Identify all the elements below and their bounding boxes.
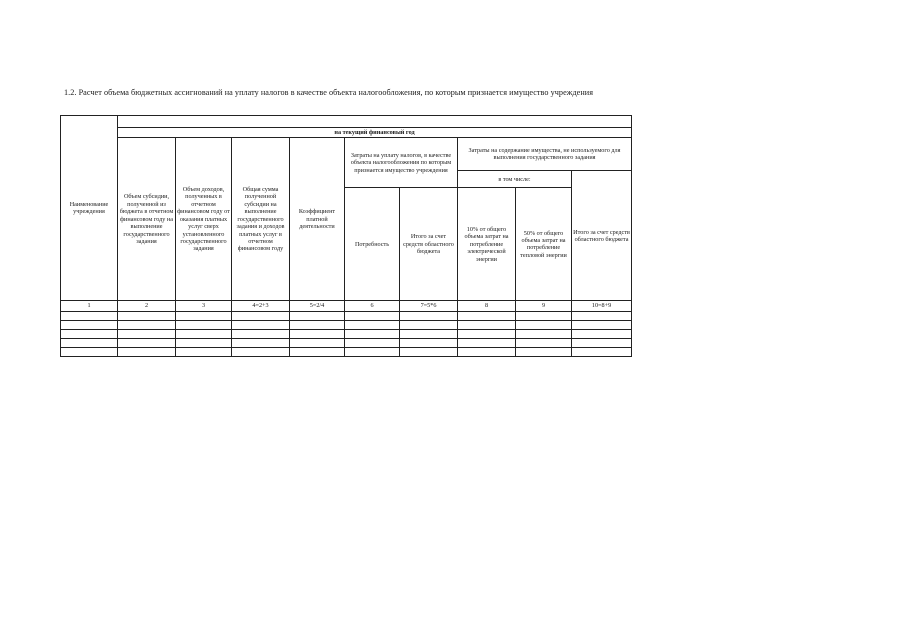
header-col10-total: Итого за счет средств областного бюджета xyxy=(572,171,632,301)
table-cell xyxy=(61,338,118,347)
table-cell xyxy=(118,347,176,356)
table-cell xyxy=(345,311,400,320)
header-need: Потребность xyxy=(345,188,400,301)
table-cell xyxy=(400,338,458,347)
table-cell xyxy=(400,329,458,338)
col-number: 2 xyxy=(118,301,176,311)
table-cell xyxy=(345,320,400,329)
col-number: 8 xyxy=(458,301,516,311)
table-cell xyxy=(290,347,345,356)
table-cell xyxy=(118,311,176,320)
table-row xyxy=(61,347,632,356)
header-electricity: 10% от общего объема затрат на потребление электрической энергии xyxy=(458,188,516,301)
table-cell xyxy=(458,329,516,338)
table-cell xyxy=(232,338,290,347)
header-institution-name: Наименование учреждения xyxy=(61,116,118,301)
table-cell xyxy=(458,311,516,320)
table-cell xyxy=(516,311,572,320)
table-cell xyxy=(572,311,632,320)
table-cell xyxy=(61,347,118,356)
table-cell xyxy=(516,329,572,338)
table-cell xyxy=(458,347,516,356)
table-cell xyxy=(232,347,290,356)
tax-calculation-table xyxy=(60,115,632,357)
table-cell xyxy=(458,338,516,347)
table-cell xyxy=(572,329,632,338)
table-cell xyxy=(176,311,232,320)
table-cell xyxy=(516,320,572,329)
table-cell xyxy=(176,347,232,356)
table-cell xyxy=(118,338,176,347)
table-cell xyxy=(345,338,400,347)
header-paid-income: Объем доходов, полученных в отчетном финансовом году от оказания платных услуг сверх установленного государственного задания xyxy=(176,138,232,301)
table-cell xyxy=(572,320,632,329)
header-col7-total: Итого за счет средств областного бюджета xyxy=(400,188,458,301)
table-cell xyxy=(290,320,345,329)
table-cell xyxy=(118,320,176,329)
table-cell xyxy=(61,320,118,329)
col-number: 10=8+9 xyxy=(572,301,632,311)
table-cell xyxy=(516,347,572,356)
header-total-sum: Общая сумма полученной субсидии на выполнение государственного задания и доходов платных услуг в отчетном финансовом году xyxy=(232,138,290,301)
col-number: 3 xyxy=(176,301,232,311)
col-number: 1 xyxy=(61,301,118,311)
header-paid-coefficient: Коэффициент платной деятельности xyxy=(290,138,345,301)
table-cell xyxy=(232,320,290,329)
header-property-costs-group: Затраты на содержание имущества, не используемого для выполнения государственного задания xyxy=(458,138,632,171)
header-heating: 50% от общего объема затрат на потребление тепловой энергии xyxy=(516,188,572,301)
header-top-blank xyxy=(118,116,632,128)
table-cell xyxy=(61,329,118,338)
col-number: 7=5*6 xyxy=(400,301,458,311)
table-row xyxy=(61,311,632,320)
table-cell xyxy=(176,338,232,347)
table-cell xyxy=(290,311,345,320)
col-number: 5=2/4 xyxy=(290,301,345,311)
table-cell xyxy=(400,320,458,329)
header-current-year: на текущий финансовый год xyxy=(118,128,632,138)
table-cell xyxy=(232,329,290,338)
table-cell xyxy=(345,329,400,338)
table-row xyxy=(61,320,632,329)
col-number: 9 xyxy=(516,301,572,311)
header-including: в том числе: xyxy=(458,171,572,188)
table-cell xyxy=(176,320,232,329)
table-cell xyxy=(400,311,458,320)
table-cell xyxy=(61,311,118,320)
header-subsidy-volume: Объем субсидии, полученной из бюджета в отчетном финансовом году на выполнение государственного задания xyxy=(118,138,176,301)
table-cell xyxy=(516,338,572,347)
table-cell xyxy=(290,338,345,347)
table-row xyxy=(61,329,632,338)
header-tax-costs-group: Затраты на уплату налогов, в качестве объекта налогообложения по которым признается имущество учреждения xyxy=(345,138,458,188)
table-cell xyxy=(572,347,632,356)
col-number: 6 xyxy=(345,301,400,311)
table-cell xyxy=(118,329,176,338)
table-cell xyxy=(176,329,232,338)
column-number-row xyxy=(61,301,632,311)
table-row xyxy=(61,338,632,347)
empty-rows xyxy=(61,311,632,356)
table-cell xyxy=(232,311,290,320)
section-heading: 1.2. Расчет объема бюджетных ассигнований на уплату налогов в качестве объекта налогообложения, по которым признается имущество учреждения xyxy=(64,88,594,97)
table-cell xyxy=(572,338,632,347)
table-cell xyxy=(290,329,345,338)
table-cell xyxy=(400,347,458,356)
table-cell xyxy=(345,347,400,356)
col-number: 4=2+3 xyxy=(232,301,290,311)
table-cell xyxy=(458,320,516,329)
